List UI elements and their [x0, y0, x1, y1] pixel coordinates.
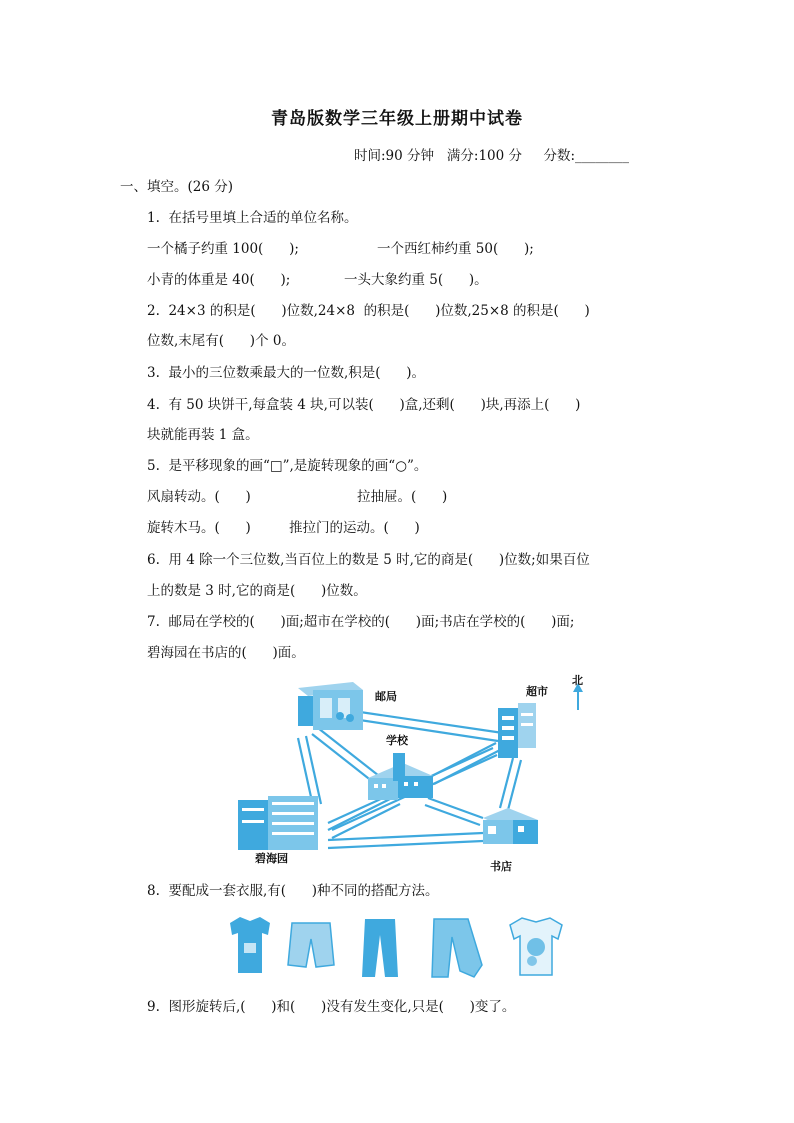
map-label-residence: 碧海园	[255, 852, 288, 865]
printed-t-shirt-icon	[510, 918, 562, 975]
question-5-item-c: 旋转木马。( )	[147, 520, 251, 536]
page-title: 青岛版数学三年级上册期中试卷	[271, 109, 523, 129]
question-1-stem: 1. 在括号里填上合适的单位名称。	[147, 210, 358, 226]
question-6-line-1: 6. 用 4 除一个三位数,当百位上的数是 5 时,它的商是( )位数;如果百位	[147, 552, 590, 568]
map-label-post-office: 邮局	[375, 690, 397, 703]
question-5-item-a: 风扇转动。( )	[147, 489, 251, 505]
shorts-icon	[288, 923, 334, 967]
jeans-icon	[432, 919, 482, 977]
clothing-row	[220, 915, 580, 980]
question-7-line-2: 碧海园在书店的( )面。	[147, 645, 305, 661]
map-label-school: 学校	[386, 734, 408, 747]
question-2-line-1: 2. 24×3 的积是( )位数,24×8 的积是( )位数,25×8 的积是( )	[147, 303, 590, 319]
long-pants-icon	[362, 919, 398, 977]
t-shirt-icon	[230, 917, 270, 973]
question-1-item-a: 一个橘子约重 100( );	[147, 241, 299, 257]
question-7-line-1: 7. 邮局在学校的( )面;超市在学校的( )面;书店在学校的( )面;	[147, 614, 575, 630]
question-9: 9. 图形旋转后,( )和( )没有发生变化,只是( )变了。	[147, 999, 516, 1015]
question-6-line-2: 上的数是 3 时,它的商是( )位数。	[147, 583, 367, 599]
residence-icon	[238, 796, 318, 850]
question-2-line-2: 位数,末尾有( )个 0。	[147, 333, 295, 349]
question-4-line-1: 4. 有 50 块饼干,每盒装 4 块,可以装( )盒,还剩( )块,再添上( )	[147, 397, 581, 413]
question-1-item-c: 小青的体重是 40( );	[147, 272, 291, 288]
question-4-line-2: 块就能再装 1 盒。	[147, 427, 259, 443]
bookstore-icon	[483, 808, 538, 844]
supermarket-icon	[498, 703, 536, 758]
school-icon	[368, 753, 433, 800]
question-5-item-b: 拉抽屉。( )	[357, 489, 448, 505]
section-heading: 一、填空。(26 分)	[120, 179, 234, 195]
map-label-bookstore: 书店	[490, 860, 512, 873]
direction-map	[228, 668, 598, 876]
map-label-supermarket: 超市	[526, 685, 548, 698]
question-8-stem: 8. 要配成一套衣服,有( )种不同的搭配方法。	[147, 883, 439, 899]
exam-header-info: 时间:90 分钟 满分:100 分 分数:________	[354, 148, 630, 164]
question-5-item-d: 推拉门的运动。( )	[289, 520, 420, 536]
question-3: 3. 最小的三位数乘最大的一位数,积是( )。	[147, 365, 426, 381]
question-1-item-d: 一头大象约重 5( )。	[344, 272, 488, 288]
post-office-icon	[298, 682, 363, 730]
map-label-north: 北	[572, 674, 583, 687]
question-1-item-b: 一个西红柿约重 50( );	[377, 241, 534, 257]
question-5-stem: 5. 是平移现象的画“□”,是旋转现象的画“○”。	[147, 458, 428, 474]
